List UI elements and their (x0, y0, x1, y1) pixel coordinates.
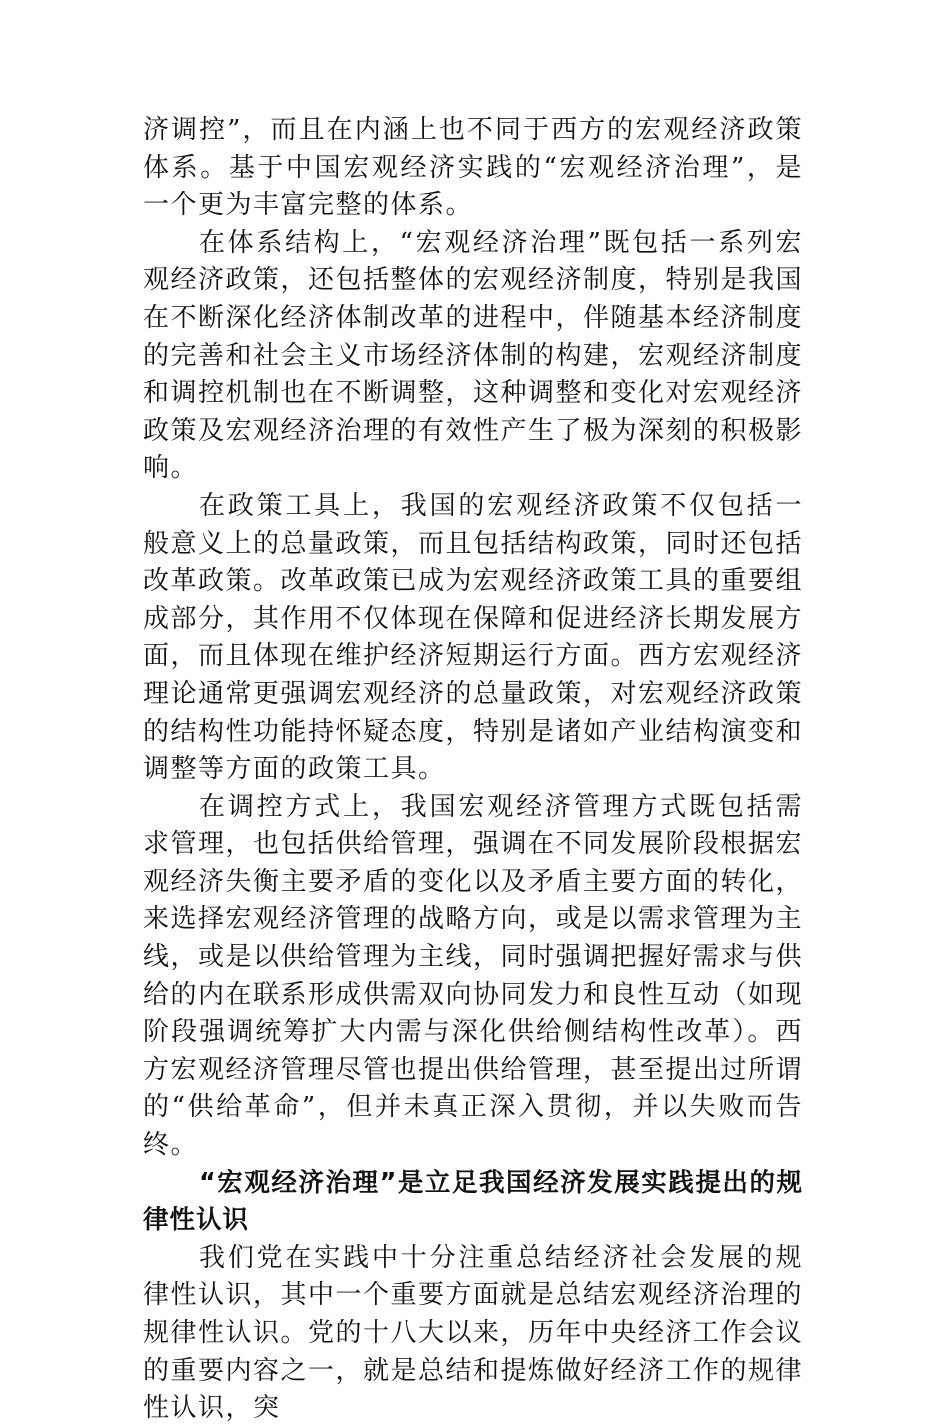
paragraph-system-structure: 在体系结构上，“宏观经济治理”既包括一系列宏观经济政策，还包括整体的宏观经济制度，特别是我国在不断深化经济体制改革的进程中，伴随基本经济制度的完善和社会主义市场经济体制的构建，宏观经济制度和调控机制也在不断调整，这种调整和变化对宏观经济政策及宏观经济治理的有效性产生了极为深刻的积极影响。 (143, 227, 804, 484)
document-body (143, 112, 803, 1428)
paragraph-policy-tools: 在政策工具上，我国的宏观经济政策不仅包括一般意义上的总量政策，而且包括结构政策，同时还包括改革政策。改革政策已成为宏观经济政策工具的重要组成部分，其作用不仅体现在保障和促进经济长期发展方面，而且体现在维护经济短期运行方面。西方宏观经济理论通常更强调宏观经济的总量政策，对宏观经济政策的结构性功能持怀疑态度，特别是诸如产业结构演变和调整等方面的政策工具。 (143, 490, 804, 785)
section-heading: “宏观经济治理”是立足我国经济发展实践提出的规律性认识 (143, 1167, 803, 1236)
paragraph-continuation: 济调控”，而且在内涵上也不同于西方的宏观经济政策体系。基于中国宏观经济实践的“宏观经济治理”，是一个更为丰富完整的体系。 (143, 115, 803, 221)
paragraph-regulation-methods: 在调控方式上，我国宏观经济管理方式既包括需求管理，也包括供给管理，强调在不同发展阶段根据宏观经济失衡主要矛盾的变化以及矛盾主要方面的转化，来选择宏观经济管理的战略方向，或是以需求管理为主线，或是以供给管理为主线，同时强调把握好需求与供给的内在联系形成供需双向协同发力和良性互动（如现阶段强调统筹扩大内需与深化供给侧结构性改革）。西方宏观经济管理尽管也提出供给管理，甚至提出过所谓的“供给革命”，但并未真正深入贯彻，并以失败而告终。 (143, 791, 804, 1161)
paragraph-party-practice: 我们党在实践中十分注重总结经济社会发展的规律性认识，其中一个重要方面就是总结宏观经济治理的规律性认识。党的十八大以来，历年中央经济工作会议的重要内容之一，就是总结和提炼做好经济工作的规律性认识，突 (143, 1242, 804, 1424)
